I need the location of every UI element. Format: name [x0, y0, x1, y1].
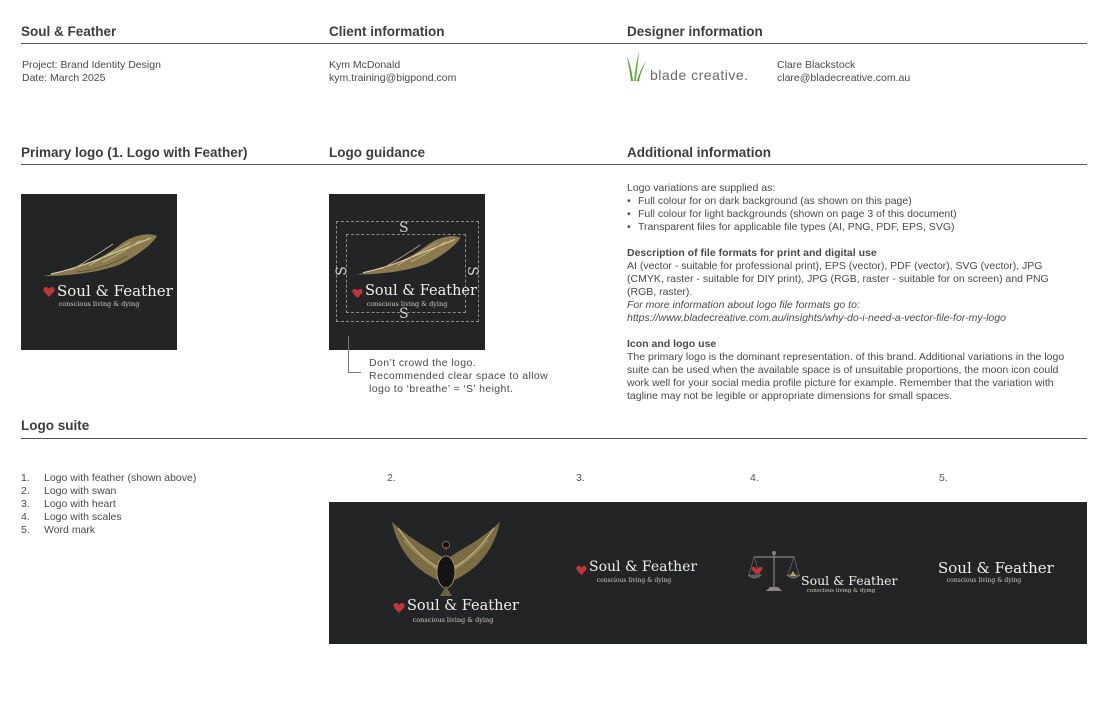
list-item: 5. Word mark: [21, 524, 96, 536]
guidance-line-2: Recommended clear space to allow: [369, 370, 549, 382]
logo-wordmark: Soul & Feather: [801, 573, 898, 588]
icon-use-line: The primary logo is the dominant representation. of this brand. Additional variations in the logo: [627, 351, 1065, 363]
logo-guidance-title: Logo guidance: [329, 145, 425, 160]
client-name: Kym McDonald: [329, 59, 401, 71]
logo-tagline: conscious living & dying: [806, 588, 876, 594]
additional-info-title: Additional information: [627, 145, 771, 160]
icon-use-line: work well for your social media profile picture for example. Remember that the variation with: [627, 377, 1054, 389]
suite-divider: [21, 438, 1087, 439]
header-divider: [21, 43, 1087, 44]
date-label: Date: March 2025: [22, 72, 106, 84]
clearspace-s-right: S: [463, 266, 480, 276]
list-item: 4. Logo with scales: [21, 511, 122, 523]
designer-info-title: Designer information: [627, 24, 763, 39]
brand-title: Soul & Feather: [21, 24, 117, 39]
variation-bullet: • Transparent files for applicable file types (AI, PNG, PDF, EPS, SVG): [627, 221, 1064, 234]
logo-tagline: conscious living & dying: [412, 616, 494, 624]
logo-wordmark: Soul & Feather: [589, 559, 698, 575]
variations-intro: Logo variations are supplied as:: [627, 182, 776, 194]
list-item: 3. Logo with heart: [21, 498, 116, 510]
logo-wordmark: Soul & Feather: [57, 282, 173, 300]
designer-email[interactable]: clare@bladecreative.com.au: [777, 72, 911, 84]
logo-tagline: conscious living & dying: [366, 300, 448, 308]
formats-line: (RGB, raster).: [627, 286, 693, 298]
feather-icon: [351, 234, 467, 280]
suite-banner: [329, 502, 1087, 644]
more-info-text: For more information about logo file formats go to:: [627, 299, 860, 311]
logo-wordmark: Soul & Feather: [365, 283, 477, 299]
icon-use-title: Icon and logo use: [627, 338, 717, 350]
primary-logo-tile: [21, 194, 177, 350]
variation-bullet: • Full colour for light backgrounds (shown on page 3 of this document): [627, 208, 1064, 221]
logo-tagline: conscious living & dying: [596, 577, 672, 584]
project-label: Project: Brand Identity Design: [22, 59, 161, 71]
variation-bullet: • Full colour for on dark background (as shown on this page): [627, 195, 1064, 208]
logo-suite-title: Logo suite: [21, 418, 90, 433]
formats-line: (CMYK, raster - suitable for DIY print), JPG (RGB, raster - suitable for on screen) and PNG: [627, 273, 1049, 285]
heart-icon: [43, 285, 55, 297]
heart-icon: [576, 563, 587, 574]
logo-wordmark: Soul & Feather: [407, 598, 519, 614]
guidance-line-3: logo to ‘breathe’ = ‘S’ height.: [369, 383, 514, 395]
guidance-note: [369, 357, 548, 396]
blade-creative-logo: blade creative.: [650, 67, 749, 83]
list-item: 1. Logo with feather (shown above): [21, 472, 197, 484]
logo-wordmark: Soul & Feather: [938, 559, 1054, 577]
guidance-callout-line: [348, 336, 361, 373]
formats-line: AI (vector - suitable for professional print), EPS (vector), PDF (vector), SVG (vector), JPG: [627, 260, 1043, 272]
client-email[interactable]: kym.training@bigpond.com: [329, 72, 457, 84]
additional-info-text: [627, 182, 1064, 403]
suite-list: [21, 472, 196, 537]
client-info-title: Client information: [329, 24, 445, 39]
section-divider: [21, 164, 1087, 165]
heart-icon: [352, 286, 363, 297]
swan-icon: [386, 520, 506, 598]
clearspace-s-top: S: [399, 220, 409, 236]
suite-number-2: 2.: [387, 472, 396, 484]
suite-number-5: 5.: [939, 472, 948, 484]
formats-url-link[interactable]: https://www.bladecreative.com.au/insights/why-do-i-need-a-vector-file-for-my-logo: [627, 312, 1006, 324]
feather-icon: [41, 232, 161, 282]
formats-title: Description of file formats for print and digital use: [627, 247, 877, 259]
icon-use-line: suite can be used when the available space is of unsuitable proportions, the moon icon could: [627, 364, 1059, 376]
guidance-logo-tile: [329, 194, 485, 350]
clearspace-s-bottom: S: [399, 306, 409, 322]
grass-icon: [627, 52, 649, 82]
list-item: 2. Logo with swan: [21, 485, 117, 497]
suite-number-3: 3.: [576, 472, 585, 484]
primary-logo-title: Primary logo (1. Logo with Feather): [21, 145, 248, 160]
suite-number-4: 4.: [750, 472, 759, 484]
logo-tagline: conscious living & dying: [58, 300, 140, 308]
designer-name: Clare Blackstock: [777, 59, 856, 71]
clearspace-s-left: S: [333, 266, 350, 276]
logo-tagline: conscious living & dying: [946, 577, 1022, 584]
heart-icon: [393, 601, 405, 613]
icon-use-line: tagline may not be legible or appropriate dimensions for small spaces.: [627, 390, 953, 402]
guidance-line-1: Don’t crowd the logo.: [369, 357, 477, 369]
